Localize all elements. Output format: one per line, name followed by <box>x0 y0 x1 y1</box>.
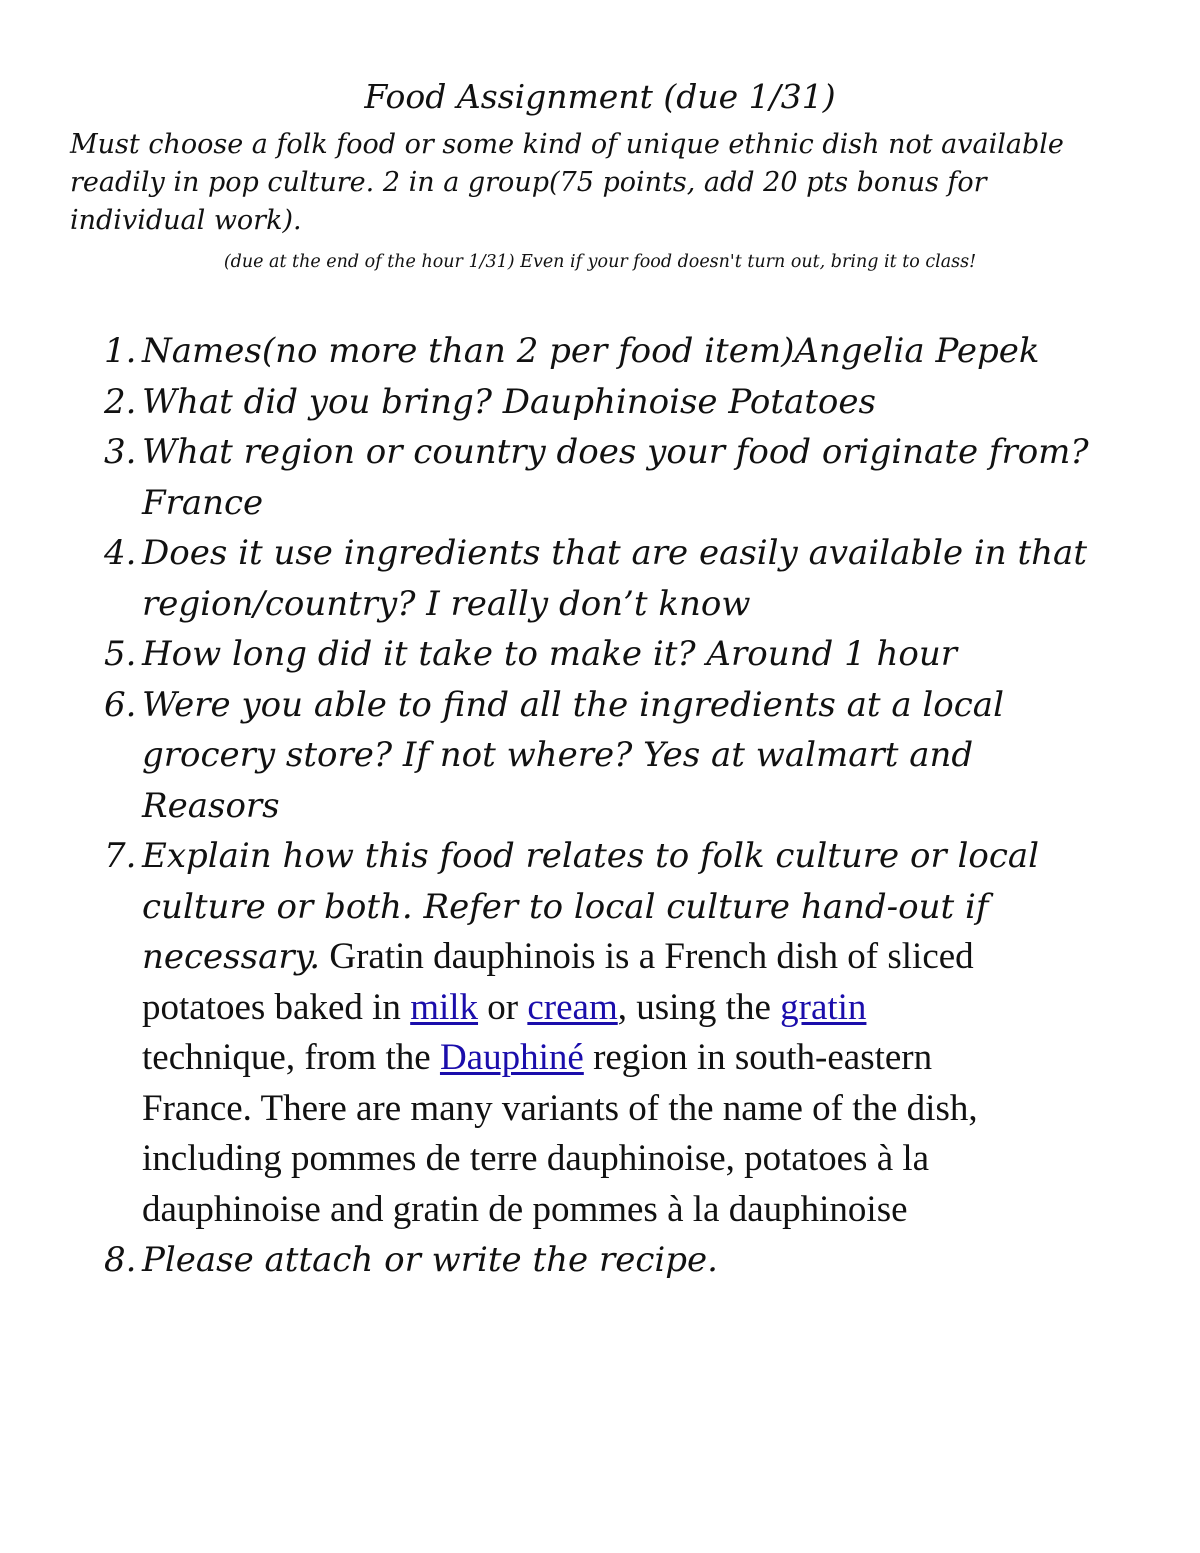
answer-text: region in south-eastern <box>583 1037 933 1078</box>
question-text: Explain how this food relates to folk culture or local <box>142 836 1039 876</box>
question-text: Does it use ingredients that are easily available in that <box>142 533 1087 573</box>
dauphine-link[interactable]: Dauphiné <box>439 1037 584 1078</box>
question-item <box>0 680 1200 832</box>
answer-text: or <box>478 986 528 1028</box>
question-number: 4. <box>104 533 137 573</box>
question-item <box>0 528 1200 629</box>
assignment-instructions <box>70 126 1140 240</box>
answer-text: , using the <box>617 986 781 1028</box>
question-number: 6. <box>104 684 137 725</box>
question-text: Names(no more than 2 per food item)Angelia Pepek <box>142 331 1040 371</box>
question-number: 5. <box>104 634 137 674</box>
answer-text: dauphinoise and gratin de pommes à la dauphinoise <box>142 1188 908 1230</box>
question-text: culture or both. Refer to local culture hand-out if <box>142 886 989 927</box>
answer-text: potatoes baked in <box>142 986 411 1028</box>
question-answer: France <box>142 482 264 523</box>
cream-link[interactable]: cream <box>527 986 618 1028</box>
answer-text: France. There are many variants of the name of the dish, <box>142 1087 978 1129</box>
question-number: 1. <box>104 331 137 371</box>
question-text: Please attach or write the recipe. <box>142 1240 718 1280</box>
question-item <box>0 1235 1200 1286</box>
gratin-link[interactable]: gratin <box>780 986 867 1028</box>
instructions-line: Must choose a folk food or some kind of unique ethnic dish not available <box>70 129 1064 160</box>
question-item <box>0 326 1200 377</box>
question-text: necessary. <box>142 937 321 977</box>
answer-text: technique, from the <box>142 1037 440 1078</box>
question-answer-line <box>142 1033 1200 1084</box>
question-number: 8. <box>104 1240 137 1280</box>
question-text: Were you able to find all the ingredients at a local <box>142 684 1004 725</box>
question-item <box>0 629 1200 680</box>
instructions-line: individual work). <box>70 205 302 236</box>
due-note: (due at the end of the hour 1/31) Even if your food doesn't turn out, bring it to class! <box>223 252 977 272</box>
milk-link[interactable]: milk <box>410 986 479 1028</box>
question-text: How long did it take to make it? Around 1 hour <box>142 634 958 674</box>
question-number: 2. <box>104 381 137 422</box>
question-answer: region/country? I really don’t know <box>142 583 751 624</box>
answer-text: Gratin dauphinois is a French dish of sliced <box>320 936 974 977</box>
question-answer: Reasors <box>142 785 280 826</box>
question-number: 7. <box>104 836 137 876</box>
question-item <box>0 831 1200 1235</box>
answer-text: including pommes de terre dauphinoise, potatoes à la <box>142 1138 930 1179</box>
question-number: 3. <box>104 432 137 472</box>
question-text: What did you bring? Dauphinoise Potatoes <box>142 381 876 422</box>
question-item <box>0 377 1200 428</box>
question-item <box>0 427 1200 528</box>
question-text: grocery store? If not where? Yes at walmart and <box>142 735 974 775</box>
question-answer-line <box>142 932 1200 983</box>
question-text: What region or country does your food originate from? <box>142 432 1089 472</box>
page-title: Food Assignment (due 1/31) <box>364 77 836 116</box>
question-list <box>0 326 1200 1286</box>
question-answer-line <box>142 983 1200 1034</box>
instructions-line: readily in pop culture. 2 in a group(75 points, add 20 pts bonus for <box>70 167 987 198</box>
